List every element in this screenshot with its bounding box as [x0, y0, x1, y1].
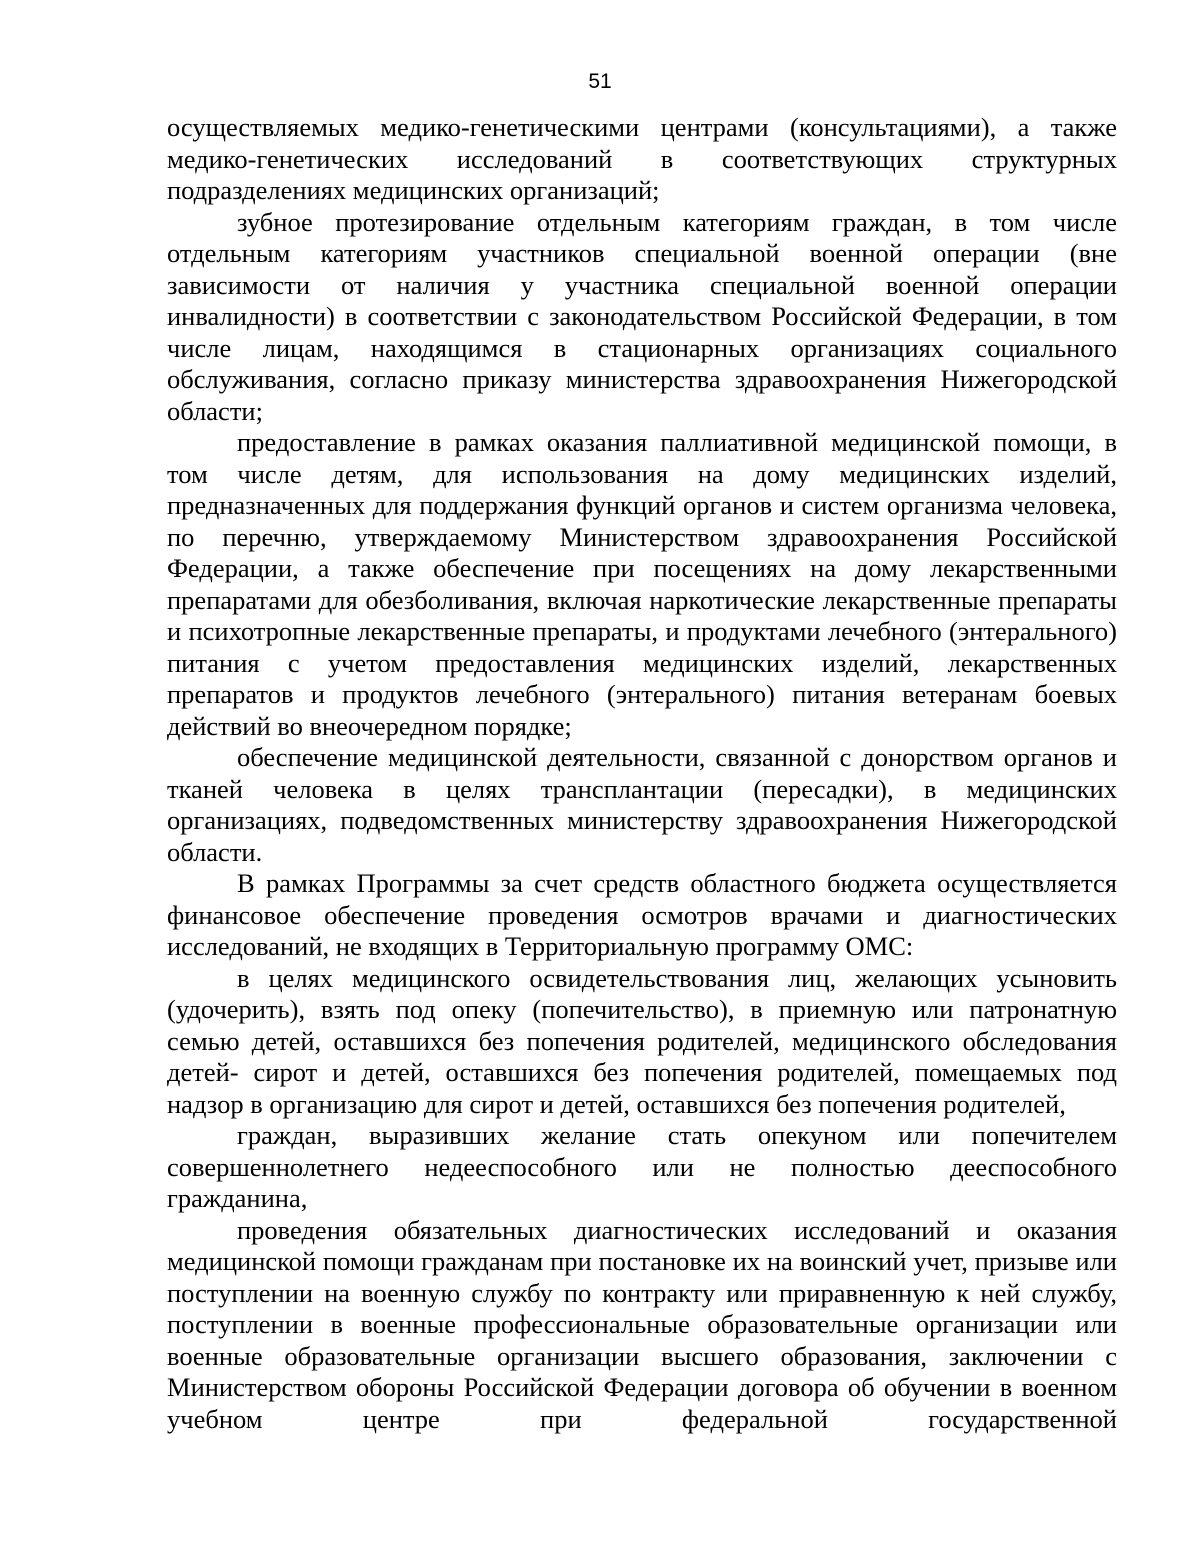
paragraph-palliative-care: предоставление в рамках оказания паллиативной медицинской помощи, в том числе детям, для использования на дому медицинских изделий, предназначенных для поддержания функций органов и систем организма человека, по перечню, утверждаемому Министерством здравоохранения Российской Федерации, а также обеспечение при посещениях на дому лекарственными препаратами для обезболивания, включая наркотические лекарственные препараты и психотропные лекарственные препараты, и продуктами лечебного (энтерального) питания с учетом предоставления медицинских изделий, лекарственных препаратов и продуктов лечебного (энтерального) питания ветеранам боевых действий во внеочередном порядке;: [167, 427, 1117, 741]
paragraph-military-registration: проведения обязательных диагностических исследований и оказания медицинской помощи гражданам при постановке их на воинский учет, призыве или поступлении на военную службу по контракту или приравненную к ней службу, поступлении в военные профессиональные образовательные организации или военные образовательные организации высшего образования, заключении с Министерством обороны Российской Федерации договора об обучении в военном учебном центре при федеральной государственной: [167, 1214, 1117, 1434]
paragraph-guardianship: граждан, выразивших желание стать опекуном или попечителем совершеннолетнего недееспособного или не полностью дееспособного гражданина,: [167, 1120, 1117, 1213]
page-number: 51: [588, 70, 612, 93]
paragraph-dental-prosthetics: зубное протезирование отдельным категориям граждан, в том числе отдельным категориям участников специальной военной операции (вне зависимости от наличия у участника специальной военной операции инвалидности) в соответствии с законодательством Российской Федерации, в том числе лицам, находящимся в стационарных организациях социального обслуживания, согласно приказу министерства здравоохранения Нижегородской области;: [167, 206, 1117, 426]
paragraph-regional-budget: В рамках Программы за счет средств областного бюджета осуществляется финансовое обеспечение проведения осмотров врачами и диагностических исследований, не входящих в Территориальную программу ОМС:: [167, 868, 1117, 961]
paragraph-organ-donation: обеспечение медицинской деятельности, связанной с донорством органов и тканей человека в целях трансплантации (пересадки), в медицинских организациях, подведомственных министерству здравоохранения Нижегородской области.: [167, 742, 1117, 867]
paragraph-genetics: осуществляемых медико-генетическими центрами (консультациями), а также медико-генетических исследований в соответствующих структурных подразделениях медицинских организаций;: [167, 112, 1117, 205]
paragraph-adoption-examination: в целях медицинского освидетельствования лиц, желающих усыновить (удочерить), взять под опеку (попечительство), в приемную или патронатную семью детей, оставшихся без попечения родителей, медицинского обследования детей- сирот и детей, оставшихся без попечения родителей, помещаемых под надзор в организацию для сирот и детей, оставшихся без попечения родителей,: [167, 962, 1117, 1119]
document-body: [167, 112, 1117, 1435]
